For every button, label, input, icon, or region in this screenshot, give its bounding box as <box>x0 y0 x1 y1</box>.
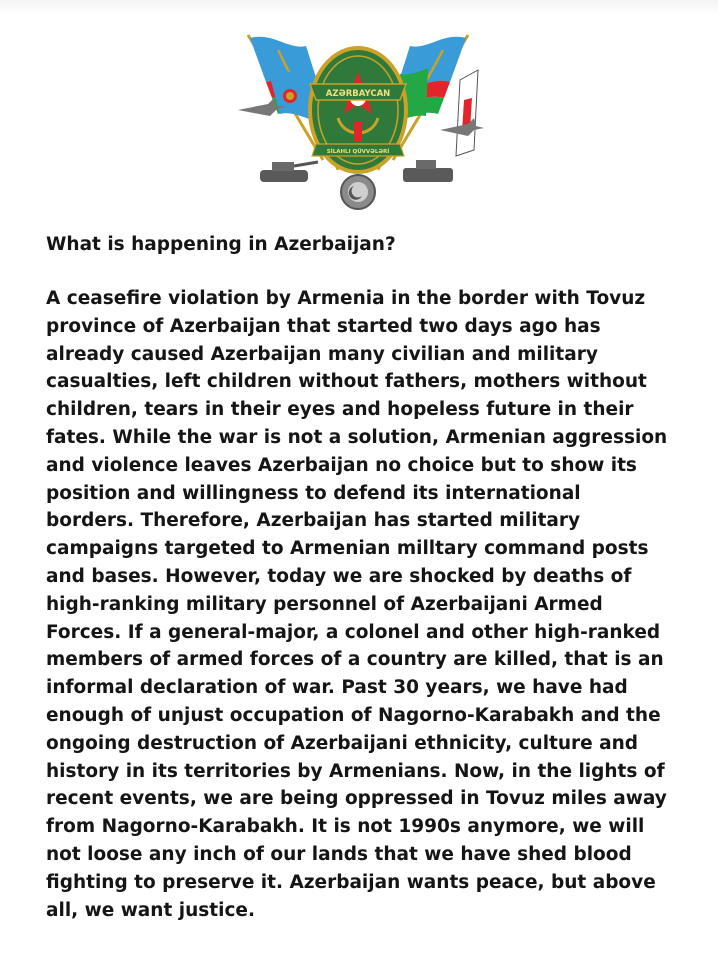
body-line: A ceasefire violation by Armenia in the border with Tovuz <box>46 288 646 309</box>
body-line: informal declaration of war. Past 30 years, we have had <box>46 677 628 699</box>
emblem-bottom-text: SİLAHLI QÜVVƏLƏRİ <box>326 149 390 155</box>
tank-icon <box>260 162 318 182</box>
body-line: casualties, left children without fathers, mothers without <box>46 371 647 393</box>
body-line: fighting to preserve it. Azerbaijan wants peace, but above <box>46 871 656 893</box>
body-line: borders. Therefore, Azerbaijan has started military <box>46 510 581 532</box>
body-line: province of Azerbaijan that started two days ago has <box>46 315 601 337</box>
body-line: enough of unjust occupation of Nagorno-Karabakh and the <box>46 704 661 726</box>
armored-vehicle-icon <box>403 160 453 182</box>
body-line: children, tears in their eyes and hopeless future in their <box>46 399 634 421</box>
body-line: ongoing destruction of Azerbaijani ethnicity, culture and <box>46 732 639 754</box>
article-heading: What is happening in Azerbaijan? <box>46 234 396 255</box>
body-line: and violence leaves Azerbaijan no choice but to show its <box>46 454 637 476</box>
body-line: from Nagorno-Karabakh. It is not 1990s anymore, we will <box>46 816 645 838</box>
body-line: position and willingness to defend its international <box>46 482 581 504</box>
body-line: and bases. However, today we are shocked by deaths of <box>46 565 632 587</box>
body-line: history in its territories by Armenians. Now, in the lights of <box>46 760 665 782</box>
body-line: recent events, we are being oppressed in Tovuz miles away <box>46 788 667 810</box>
body-line: fates. While the war is not a solution, Armenian aggression <box>46 426 668 448</box>
body-line: not loose any inch of our lands that we have shed blood <box>46 843 632 865</box>
article-body <box>46 285 706 924</box>
body-line: all, we want justice. <box>46 899 255 921</box>
body-line: Forces. If a general-major, a colonel and other high-ranked <box>46 621 661 643</box>
body-line: members of armed forces of a country are killed, that is an <box>46 649 664 671</box>
body-line: campaigns targeted to Armenian milltary command posts <box>46 538 649 560</box>
armed-forces-emblem <box>228 10 488 215</box>
body-line: high-ranking military personnel of Azerbaijani Armed <box>46 593 603 615</box>
emblem-top-text: AZƏRBAYCAN <box>325 89 391 99</box>
body-line: already caused Azerbaijan many civilian and military <box>46 343 598 365</box>
